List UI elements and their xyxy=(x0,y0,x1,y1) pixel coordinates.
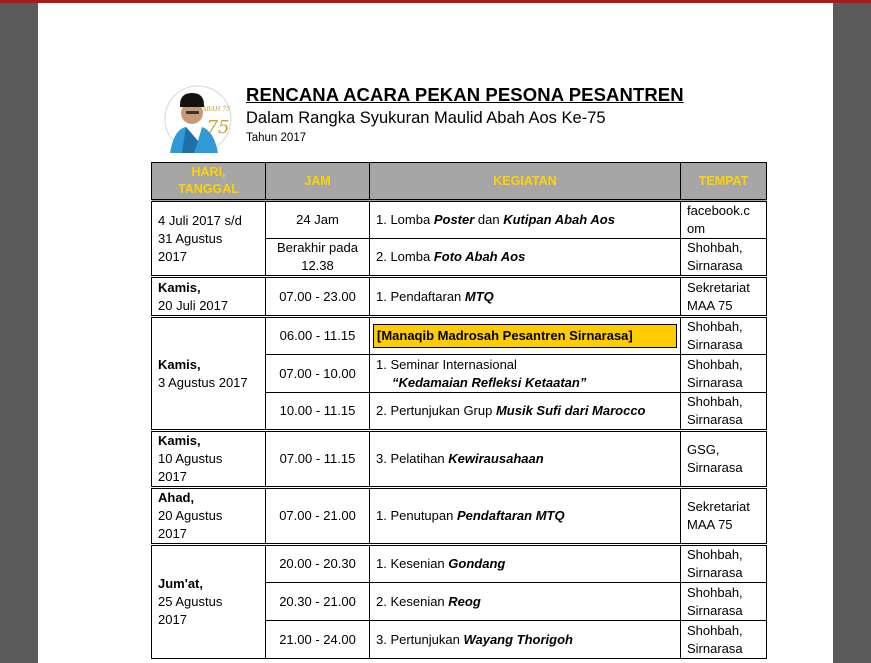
schedule-table xyxy=(151,162,767,659)
time-cell: 06.00 - 11.15 xyxy=(266,317,370,355)
activity-cell: 1. Pendaftaran MTQ xyxy=(370,277,681,317)
header-place: TEMPAT xyxy=(681,163,767,201)
activity-cell: 2. Pertunjukan Grup Musik Sufi dari Marocco xyxy=(370,393,681,431)
place-cell: Shohbah, Sirnarasa xyxy=(681,545,767,583)
abah-aos-75-logo xyxy=(164,83,232,155)
activity-cell-highlighted xyxy=(370,317,681,355)
place-cell: Shohbah, Sirnarasa xyxy=(681,583,767,621)
table-row xyxy=(152,277,767,317)
document-year: Tahun 2017 xyxy=(246,132,307,144)
place-cell: facebook.c om xyxy=(681,201,767,239)
activity-cell: 3. Pelatihan Kewirausahaan xyxy=(370,431,681,488)
document-subtitle: Dalam Rangka Syukuran Maulid Abah Aos Ke-75 xyxy=(246,109,606,127)
activity-cell: 1. Kesenian Gondang xyxy=(370,545,681,583)
place-cell: Shohbah, Sirnarasa xyxy=(681,239,767,277)
place-cell: GSG, Sirnarasa xyxy=(681,431,767,488)
header-time: JAM xyxy=(266,163,370,201)
place-cell: Shohbah, Sirnarasa xyxy=(681,393,767,431)
date-cell: Kamis, 3 Agustus 2017 xyxy=(152,317,266,431)
date-cell: 4 Juli 2017 s/d 31 Agustus 2017 xyxy=(152,201,266,277)
activity-cell: 1. Seminar Internasional “Kedamaian Refleksi Ketaatan” xyxy=(370,355,681,393)
date-cell: Kamis, 20 Juli 2017 xyxy=(152,277,266,317)
time-cell: 20.30 - 21.00 xyxy=(266,583,370,621)
place-cell: Shohbah, Sirnarasa xyxy=(681,317,767,355)
activity-cell: 1. Penutupan Pendaftaran MTQ xyxy=(370,488,681,545)
time-cell: 07.00 - 11.15 xyxy=(266,431,370,488)
activity-cell: 2. Kesenian Reog xyxy=(370,583,681,621)
table-row xyxy=(152,545,767,583)
date-cell: Kamis, 10 Agustus 2017 xyxy=(152,431,266,488)
table-header-row xyxy=(152,163,767,201)
time-cell: 10.00 - 11.15 xyxy=(266,393,370,431)
place-cell: Sekretariat MAA 75 xyxy=(681,488,767,545)
time-cell: 07.00 - 23.00 xyxy=(266,277,370,317)
table-row xyxy=(152,488,767,545)
svg-text:75: 75 xyxy=(206,117,230,138)
place-cell: Shohbah, Sirnarasa xyxy=(681,621,767,659)
time-cell: 07.00 - 10.00 xyxy=(266,355,370,393)
time-cell: 21.00 - 24.00 xyxy=(266,621,370,659)
time-cell: Berakhir pada 12.38 xyxy=(266,239,370,277)
time-cell: 20.00 - 20.30 xyxy=(266,545,370,583)
activity-cell: 3. Pertunjukan Wayang Thorigoh xyxy=(370,621,681,659)
place-cell: Shohbah, Sirnarasa xyxy=(681,355,767,393)
table-row xyxy=(152,201,767,239)
header-day: HARI, TANGGAL xyxy=(152,163,266,201)
time-cell: 07.00 - 21.00 xyxy=(266,488,370,545)
activity-cell: 1. Lomba Poster dan Kutipan Abah Aos xyxy=(370,201,681,239)
table-row xyxy=(152,317,767,355)
date-cell: Ahad, 20 Agustus 2017 xyxy=(152,488,266,545)
highlighted-activity: [Manaqib Madrosah Pesantren Sirnarasa] xyxy=(373,324,677,348)
svg-text:ABAH 75: ABAH 75 xyxy=(202,106,230,113)
activity-cell: 2. Lomba Foto Abah Aos xyxy=(370,239,681,277)
place-cell: Sekretariat MAA 75 xyxy=(681,277,767,317)
header-activity: KEGIATAN xyxy=(370,163,681,201)
date-cell: Jum'at, 25 Agustus 2017 xyxy=(152,545,266,659)
table-row xyxy=(152,431,767,488)
document-page xyxy=(38,3,833,663)
document-title: RENCANA ACARA PEKAN PESONA PESANTREN xyxy=(246,84,684,105)
time-cell: 24 Jam xyxy=(266,201,370,239)
